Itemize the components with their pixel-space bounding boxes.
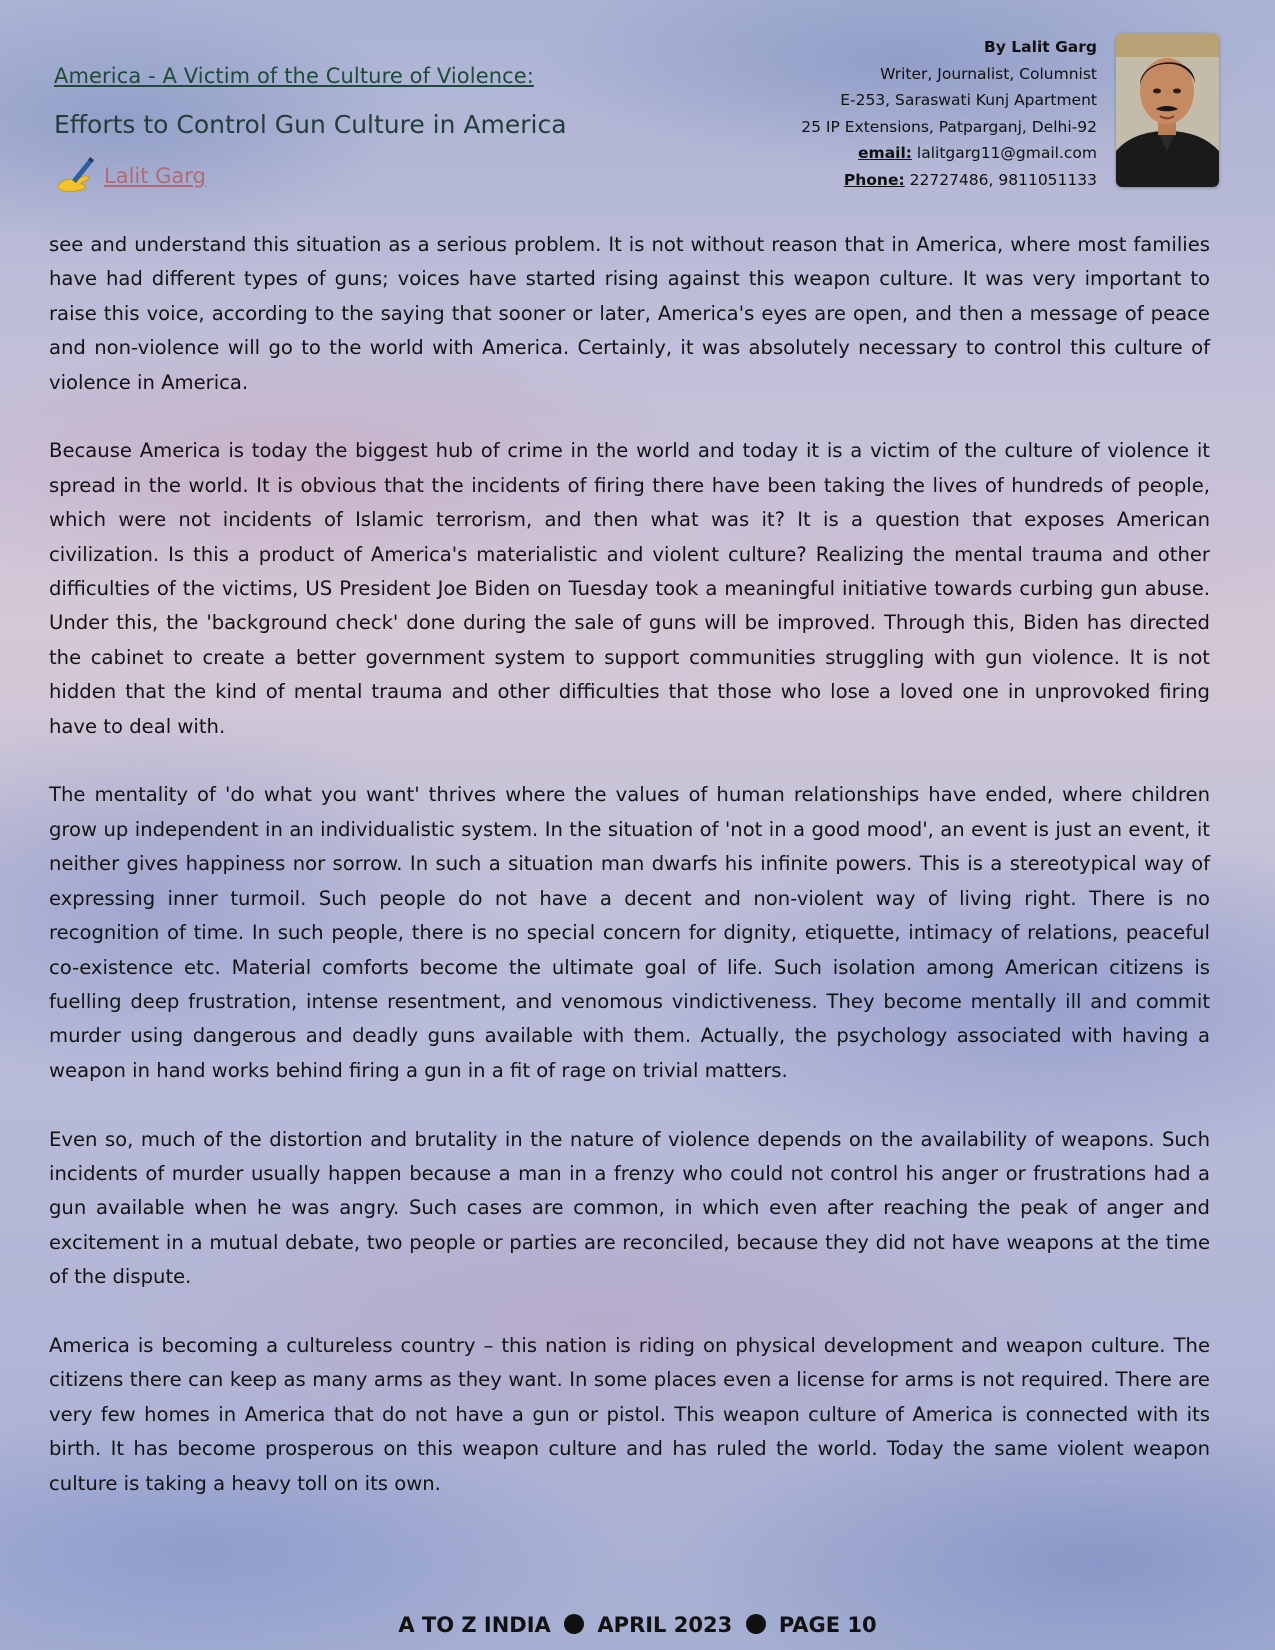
author-name: By Lalit Garg bbox=[983, 38, 1097, 56]
author-address-2: 25 IP Extensions, Patparganj, Delhi-92 bbox=[801, 117, 1097, 136]
author-photo bbox=[1116, 33, 1219, 187]
article-paragraph: Because America is today the biggest hub of crime in the world and today it is a victim of the culture of violence it spread in the world. It is obvious that the incidents of firing there have been taking the lives of hundreds of people, which were not incidents of Islamic terrorism, and then what was it? It is a question that exposes American civilization. Is this a product of America's materialistic and violent culture? Realizing the mental trauma and other difficulties of the victims, US President Joe Biden on Tuesday took a meaningful initiative towards curbing gun abuse. Under this, the 'background check' done during the sale of guns will be improved. Through this, Biden has directed the cabinet to create a better government system to support communities struggling with gun violence. It is not hidden that the kind of mental trauma and other difficulties that those who lose a loved one in unprovoked firing have to deal with. bbox=[49, 439, 1210, 738]
article-paragraph: Even so, much of the distortion and brutality in the nature of violence depends on the availability of weapons. Such incidents of murder usually happen because a man in a frenzy who could not control his anger or frustrations had a gun available when he was angry. Such cases are common, in which even after reaching the peak of anger and excitement in a mutual debate, two people or parties are reconciled, because they did not have weapons at the time of the dispute. bbox=[49, 1127, 1210, 1289]
author-address-1: E-253, Saraswati Kunj Apartment bbox=[840, 91, 1097, 109]
author-portrait bbox=[1116, 33, 1219, 187]
author-phone: 22727486, 9811051133 bbox=[909, 170, 1097, 189]
footer-page-number: PAGE 10 bbox=[778, 1613, 877, 1637]
author-email[interactable]: lalitgarg11@gmail.com bbox=[916, 144, 1097, 162]
byline-author-link[interactable]: Lalit Garg bbox=[104, 164, 206, 188]
footer-publication: A TO Z INDIA bbox=[398, 1613, 551, 1637]
article-paragraph: see and understand this situation as a serious problem. It is not without reason that in America, where most families have had different types of guns; voices have started rising against this weapon culture. It was very important to raise this voice, according to the saying that sooner or later, America's eyes are open, and then a message of peace and non-violence will go to the world with America. Certainly, it was absolutely necessary to control this culture of violence in America. bbox=[49, 233, 1210, 394]
article-body bbox=[49, 228, 1210, 1535]
footer-issue: APRIL 2023 bbox=[597, 1613, 733, 1637]
author-info bbox=[801, 34, 1097, 193]
writing-hand-icon bbox=[54, 156, 96, 196]
article-title: Efforts to Control Gun Culture in America bbox=[54, 110, 567, 139]
author-phone-line bbox=[801, 167, 1097, 194]
byline bbox=[54, 156, 206, 196]
article-paragraph: America is becoming a cultureless country – this nation is riding on physical development and weapon culture. The citizens there can keep as many arms as they want. In some places even a license for arms is not required. There are very few homes in America that do not have a gun or pistol. This weapon culture of America is connected with its birth. It has become prosperous on this weapon culture and has ruled the world. Today the same violent weapon culture is taking a heavy toll on its own. bbox=[49, 1333, 1210, 1495]
page-footer bbox=[0, 1613, 1275, 1637]
author-email-line bbox=[801, 140, 1097, 167]
bullet-dot-icon bbox=[564, 1614, 584, 1634]
phone-label: Phone: bbox=[843, 170, 905, 189]
bullet-dot-icon bbox=[746, 1614, 766, 1634]
email-label: email: bbox=[858, 144, 912, 162]
author-role: Writer, Journalist, Columnist bbox=[880, 64, 1097, 83]
article-paragraph: The mentality of 'do what you want' thrives where the values of human relationships have ended, where children grow up independent in an individualistic system. In the situation of 'not in a good mood', an event is just an event, it neither gives happiness nor sorrow. In such a situation man dwarfs his infinite powers. This is a stereotypical way of expressing inner turmoil. Such people do not have a decent and non-violent way of living right. There is no recognition of time. In such people, there is no special concern for dignity, etiquette, intimacy of relations, peaceful co-existence etc. Material comforts become the ultimate goal of life. Such isolation among American citizens is fuelling deep frustration, intense resentment, and venomous vindictiveness. They become mentally ill and commit murder using dangerous and deadly guns available with them. Actually, the psychology associated with having a weapon in hand works behind firing a gun in a fit of rage on trivial matters. bbox=[49, 783, 1210, 1082]
article-kicker: America - A Victim of the Culture of Violence: bbox=[54, 64, 534, 88]
